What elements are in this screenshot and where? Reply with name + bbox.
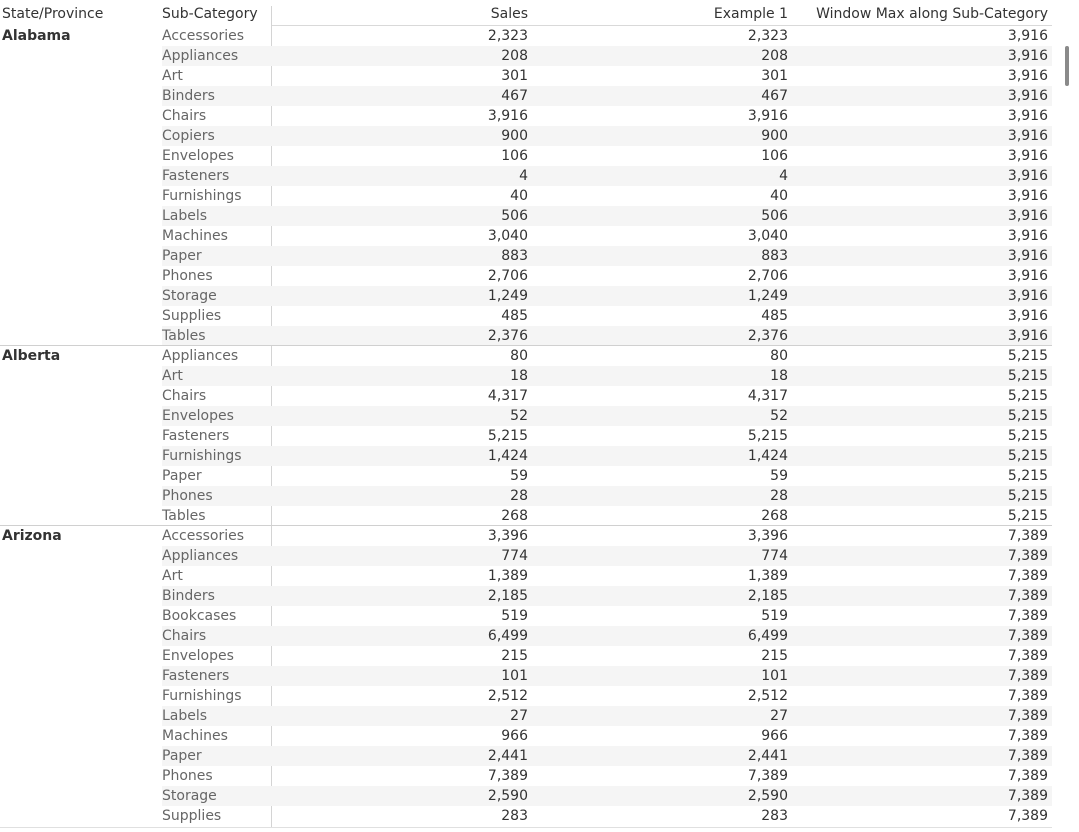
sub-category-cell[interactable]: Appliances — [162, 548, 239, 564]
sales-cell[interactable]: 3,396 — [487, 528, 528, 544]
row-stripe — [162, 486, 1052, 506]
window-max-cell[interactable]: 7,389 — [1007, 768, 1048, 784]
sub-category-cell[interactable]: Art — [162, 368, 183, 384]
row-stripe — [162, 706, 1052, 726]
table-row[interactable] — [0, 606, 1052, 626]
sub-category-cell[interactable]: Binders — [162, 88, 215, 104]
sales-cell[interactable]: 18 — [510, 368, 528, 384]
sales-cell[interactable]: 4,317 — [487, 388, 528, 404]
sales-cell[interactable]: 2,590 — [487, 788, 528, 804]
sub-category-cell[interactable]: Supplies — [162, 808, 222, 824]
sales-cell[interactable]: 59 — [510, 468, 528, 484]
example-1-cell[interactable]: 1,389 — [747, 568, 788, 584]
sub-category-cell[interactable]: Envelopes — [162, 648, 234, 664]
state-province-label[interactable]: Alabama — [2, 28, 71, 44]
state-province-label[interactable]: Alberta — [2, 348, 61, 364]
table-row[interactable] — [0, 426, 1052, 446]
sub-category-cell[interactable]: Chairs — [162, 628, 207, 644]
window-max-cell[interactable]: 7,389 — [1007, 808, 1048, 824]
example-1-cell[interactable]: 40 — [770, 188, 788, 204]
sub-category-cell[interactable]: Paper — [162, 248, 202, 264]
header-window-max[interactable]: Window Max along Sub-Category — [816, 6, 1048, 22]
example-1-cell[interactable]: 774 — [761, 548, 788, 564]
example-1-cell[interactable]: 101 — [761, 668, 788, 684]
table-row[interactable] — [0, 126, 1052, 146]
example-1-cell[interactable]: 883 — [761, 248, 788, 264]
sub-category-cell[interactable]: Art — [162, 68, 183, 84]
row-stripe — [162, 546, 1052, 566]
window-max-cell[interactable]: 5,215 — [1007, 408, 1048, 424]
table-row[interactable] — [0, 306, 1052, 326]
window-max-cell[interactable]: 3,916 — [1007, 228, 1048, 244]
sub-category-cell[interactable]: Phones — [162, 768, 213, 784]
sales-cell[interactable]: 283 — [501, 808, 528, 824]
row-stripe — [162, 46, 1052, 66]
window-max-cell[interactable]: 7,389 — [1007, 528, 1048, 544]
sub-category-cell[interactable]: Chairs — [162, 108, 207, 124]
table-row[interactable] — [0, 566, 1052, 586]
sales-cell[interactable]: 883 — [501, 248, 528, 264]
window-max-cell[interactable]: 7,389 — [1007, 628, 1048, 644]
example-1-cell[interactable]: 106 — [761, 148, 788, 164]
row-stripe — [162, 626, 1052, 646]
table-row[interactable] — [0, 186, 1052, 206]
header-state-province[interactable]: State/Province — [2, 6, 104, 22]
sales-cell[interactable]: 27 — [510, 708, 528, 724]
sales-cell[interactable]: 106 — [501, 148, 528, 164]
sales-cell[interactable]: 1,389 — [487, 568, 528, 584]
window-max-cell[interactable]: 3,916 — [1007, 48, 1048, 64]
table-row[interactable] — [0, 26, 1052, 46]
sales-cell[interactable]: 28 — [510, 488, 528, 504]
vertical-scrollbar[interactable] — [1052, 0, 1079, 832]
example-1-cell[interactable]: 519 — [761, 608, 788, 624]
window-max-cell[interactable]: 7,389 — [1007, 748, 1048, 764]
table-row[interactable] — [0, 686, 1052, 706]
sub-category-cell[interactable]: Paper — [162, 748, 202, 764]
window-max-cell[interactable]: 3,916 — [1007, 148, 1048, 164]
table-row[interactable] — [0, 586, 1052, 606]
sub-category-cell[interactable]: Binders — [162, 588, 215, 604]
table-row[interactable] — [0, 286, 1052, 306]
example-1-cell[interactable]: 27 — [770, 708, 788, 724]
state-province-label[interactable]: Arizona — [2, 528, 62, 544]
row-stripe — [162, 126, 1052, 146]
example-1-cell[interactable]: 208 — [761, 48, 788, 64]
sales-cell[interactable]: 4 — [519, 168, 528, 184]
example-1-cell[interactable]: 1,424 — [747, 448, 788, 464]
window-max-cell[interactable]: 3,916 — [1007, 68, 1048, 84]
table-row[interactable] — [0, 406, 1052, 426]
sales-cell[interactable]: 268 — [501, 508, 528, 524]
sales-cell[interactable]: 52 — [510, 408, 528, 424]
table-row[interactable] — [0, 626, 1052, 646]
example-1-cell[interactable]: 3,040 — [747, 228, 788, 244]
example-1-cell[interactable]: 4,317 — [747, 388, 788, 404]
sub-category-cell[interactable]: Machines — [162, 728, 228, 744]
header-sales[interactable]: Sales — [490, 6, 528, 22]
sub-category-cell[interactable]: Accessories — [162, 528, 245, 544]
sales-cell[interactable]: 506 — [501, 208, 528, 224]
row-stripe — [162, 746, 1052, 766]
sales-cell[interactable]: 80 — [510, 348, 528, 364]
row-stripe — [162, 446, 1052, 466]
window-max-cell[interactable]: 3,916 — [1007, 208, 1048, 224]
sales-cell[interactable]: 3,040 — [487, 228, 528, 244]
window-max-cell[interactable]: 7,389 — [1007, 668, 1048, 684]
window-max-cell[interactable]: 5,215 — [1007, 388, 1048, 404]
table-row[interactable] — [0, 326, 1052, 346]
example-1-cell[interactable]: 268 — [761, 508, 788, 524]
window-max-cell[interactable]: 7,389 — [1007, 688, 1048, 704]
example-1-cell[interactable]: 2,706 — [747, 268, 788, 284]
header-sub-category[interactable]: Sub-Category — [162, 6, 258, 22]
sub-category-cell[interactable]: Phones — [162, 268, 213, 284]
sales-cell[interactable]: 40 — [510, 188, 528, 204]
example-1-cell[interactable]: 2,376 — [747, 328, 788, 344]
sub-category-cell[interactable]: Furnishings — [162, 188, 242, 204]
sub-category-cell[interactable]: Appliances — [162, 48, 239, 64]
sub-category-cell[interactable]: Fasteners — [162, 668, 230, 684]
window-max-cell[interactable]: 3,916 — [1007, 188, 1048, 204]
example-1-cell[interactable]: 4 — [779, 168, 788, 184]
example-1-cell[interactable]: 52 — [770, 408, 788, 424]
row-stripe — [162, 586, 1052, 606]
scrollbar-thumb[interactable] — [1065, 46, 1069, 86]
example-1-cell[interactable]: 467 — [761, 88, 788, 104]
window-max-cell[interactable]: 5,215 — [1007, 508, 1048, 524]
column-header-row — [0, 4, 1052, 25]
row-stripe — [162, 406, 1052, 426]
row-stripe — [162, 786, 1052, 806]
bottom-border — [0, 827, 1052, 828]
example-1-cell[interactable]: 215 — [761, 648, 788, 664]
window-max-cell[interactable]: 7,389 — [1007, 548, 1048, 564]
sales-cell[interactable]: 2,441 — [487, 748, 528, 764]
window-max-cell[interactable]: 7,389 — [1007, 648, 1048, 664]
window-max-cell[interactable]: 3,916 — [1007, 288, 1048, 304]
sales-cell[interactable]: 2,185 — [487, 588, 528, 604]
table-row[interactable] — [0, 706, 1052, 726]
table-row[interactable] — [0, 766, 1052, 786]
table-row[interactable] — [0, 446, 1052, 466]
sales-cell[interactable]: 966 — [501, 728, 528, 744]
table-row[interactable] — [0, 166, 1052, 186]
table-row[interactable] — [0, 266, 1052, 286]
example-1-cell[interactable]: 485 — [761, 308, 788, 324]
sales-cell[interactable]: 467 — [501, 88, 528, 104]
table-row[interactable] — [0, 86, 1052, 106]
sales-cell[interactable]: 2,323 — [487, 28, 528, 44]
sub-category-cell[interactable]: Fasteners — [162, 168, 230, 184]
example-1-cell[interactable]: 3,916 — [747, 108, 788, 124]
table-row[interactable] — [0, 786, 1052, 806]
window-max-cell[interactable]: 3,916 — [1007, 248, 1048, 264]
sub-category-cell[interactable]: Accessories — [162, 28, 245, 44]
example-1-cell[interactable]: 966 — [761, 728, 788, 744]
example-1-cell[interactable]: 2,512 — [747, 688, 788, 704]
sub-category-cell[interactable]: Phones — [162, 488, 213, 504]
window-max-cell[interactable]: 3,916 — [1007, 168, 1048, 184]
header-example-1[interactable]: Example 1 — [713, 6, 788, 22]
sub-category-cell[interactable]: Machines — [162, 228, 228, 244]
example-1-cell[interactable]: 301 — [761, 68, 788, 84]
table-row[interactable] — [0, 226, 1052, 246]
sub-category-cell[interactable]: Storage — [162, 788, 217, 804]
table-row[interactable] — [0, 386, 1052, 406]
sub-category-cell[interactable]: Chairs — [162, 388, 207, 404]
example-1-cell[interactable]: 2,323 — [747, 28, 788, 44]
sales-cell[interactable]: 1,249 — [487, 288, 528, 304]
sales-cell[interactable]: 485 — [501, 308, 528, 324]
window-max-cell[interactable]: 3,916 — [1007, 328, 1048, 344]
table-row[interactable] — [0, 806, 1052, 826]
sub-category-cell[interactable]: Tables — [162, 508, 206, 524]
window-max-cell[interactable]: 7,389 — [1007, 588, 1048, 604]
example-1-cell[interactable]: 3,396 — [747, 528, 788, 544]
sub-category-cell[interactable]: Art — [162, 568, 183, 584]
group-separator — [0, 525, 1052, 526]
row-stripe — [162, 366, 1052, 386]
sales-cell[interactable]: 5,215 — [487, 428, 528, 444]
table-row[interactable] — [0, 66, 1052, 86]
sales-cell[interactable]: 3,916 — [487, 108, 528, 124]
sales-cell[interactable]: 2,706 — [487, 268, 528, 284]
window-max-cell[interactable]: 7,389 — [1007, 608, 1048, 624]
row-stripe — [162, 246, 1052, 266]
sub-category-cell[interactable]: Labels — [162, 208, 208, 224]
window-max-cell[interactable]: 5,215 — [1007, 448, 1048, 464]
example-1-cell[interactable]: 506 — [761, 208, 788, 224]
table-row[interactable] — [0, 726, 1052, 746]
sales-cell[interactable]: 301 — [501, 68, 528, 84]
sub-category-cell[interactable]: Storage — [162, 288, 217, 304]
table-body — [0, 26, 1052, 826]
window-max-cell[interactable]: 7,389 — [1007, 728, 1048, 744]
table-row[interactable] — [0, 486, 1052, 506]
sales-cell[interactable]: 6,499 — [487, 628, 528, 644]
group-separator — [0, 345, 1052, 346]
table-row[interactable] — [0, 146, 1052, 166]
window-max-cell[interactable]: 7,389 — [1007, 568, 1048, 584]
sales-cell[interactable]: 1,424 — [487, 448, 528, 464]
example-1-cell[interactable]: 900 — [761, 128, 788, 144]
row-stripe — [162, 166, 1052, 186]
table-row[interactable] — [0, 546, 1052, 566]
table-row[interactable] — [0, 246, 1052, 266]
window-max-cell[interactable]: 3,916 — [1007, 268, 1048, 284]
example-1-cell[interactable]: 283 — [761, 808, 788, 824]
sales-cell[interactable]: 2,512 — [487, 688, 528, 704]
example-1-cell[interactable]: 2,185 — [747, 588, 788, 604]
sub-category-cell[interactable]: Bookcases — [162, 608, 237, 624]
example-1-cell[interactable]: 28 — [770, 488, 788, 504]
sub-category-cell[interactable]: Paper — [162, 468, 202, 484]
window-max-cell[interactable]: 3,916 — [1007, 128, 1048, 144]
example-1-cell[interactable]: 18 — [770, 368, 788, 384]
example-1-cell[interactable]: 59 — [770, 468, 788, 484]
sales-cell[interactable]: 900 — [501, 128, 528, 144]
example-1-cell[interactable]: 6,499 — [747, 628, 788, 644]
row-stripe — [162, 86, 1052, 106]
row-stripe — [162, 286, 1052, 306]
window-max-cell[interactable]: 5,215 — [1007, 368, 1048, 384]
window-max-cell[interactable]: 3,916 — [1007, 108, 1048, 124]
sales-cell[interactable]: 774 — [501, 548, 528, 564]
window-max-cell[interactable]: 3,916 — [1007, 308, 1048, 324]
sub-category-cell[interactable]: Copiers — [162, 128, 215, 144]
sales-cell[interactable]: 208 — [501, 48, 528, 64]
table-row[interactable] — [0, 46, 1052, 66]
window-max-cell[interactable]: 3,916 — [1007, 88, 1048, 104]
sales-cell[interactable]: 7,389 — [487, 768, 528, 784]
window-max-cell[interactable]: 5,215 — [1007, 468, 1048, 484]
example-1-cell[interactable]: 1,249 — [747, 288, 788, 304]
window-max-cell[interactable]: 7,389 — [1007, 708, 1048, 724]
row-stripe — [162, 206, 1052, 226]
sub-category-cell[interactable]: Envelopes — [162, 148, 234, 164]
sales-cell[interactable]: 519 — [501, 608, 528, 624]
table-row[interactable] — [0, 206, 1052, 226]
table-row[interactable] — [0, 526, 1052, 546]
sub-category-cell[interactable]: Labels — [162, 708, 208, 724]
table-row[interactable] — [0, 346, 1052, 366]
row-stripe — [162, 666, 1052, 686]
window-max-cell[interactable]: 5,215 — [1007, 428, 1048, 444]
sub-category-cell[interactable]: Envelopes — [162, 408, 234, 424]
example-1-cell[interactable]: 2,441 — [747, 748, 788, 764]
window-max-cell[interactable]: 5,215 — [1007, 348, 1048, 364]
sub-category-cell[interactable]: Fasteners — [162, 428, 230, 444]
window-max-cell[interactable]: 3,916 — [1007, 28, 1048, 44]
window-max-cell[interactable]: 7,389 — [1007, 788, 1048, 804]
sales-cell[interactable]: 215 — [501, 648, 528, 664]
sub-category-cell[interactable]: Furnishings — [162, 448, 242, 464]
window-max-cell[interactable]: 5,215 — [1007, 488, 1048, 504]
sub-category-cell[interactable]: Supplies — [162, 308, 222, 324]
sub-category-cell[interactable]: Furnishings — [162, 688, 242, 704]
table-row[interactable] — [0, 746, 1052, 766]
sales-cell[interactable]: 101 — [501, 668, 528, 684]
table-row[interactable] — [0, 466, 1052, 486]
sub-category-cell[interactable]: Appliances — [162, 348, 239, 364]
table-row[interactable] — [0, 506, 1052, 526]
table-row[interactable] — [0, 666, 1052, 686]
table-row[interactable] — [0, 366, 1052, 386]
row-stripe — [162, 326, 1052, 346]
sub-category-cell[interactable]: Tables — [162, 328, 206, 344]
example-1-cell[interactable]: 7,389 — [747, 768, 788, 784]
example-1-cell[interactable]: 80 — [770, 348, 788, 364]
example-1-cell[interactable]: 5,215 — [747, 428, 788, 444]
table-row[interactable] — [0, 646, 1052, 666]
table-row[interactable] — [0, 106, 1052, 126]
example-1-cell[interactable]: 2,590 — [747, 788, 788, 804]
sales-cell[interactable]: 2,376 — [487, 328, 528, 344]
